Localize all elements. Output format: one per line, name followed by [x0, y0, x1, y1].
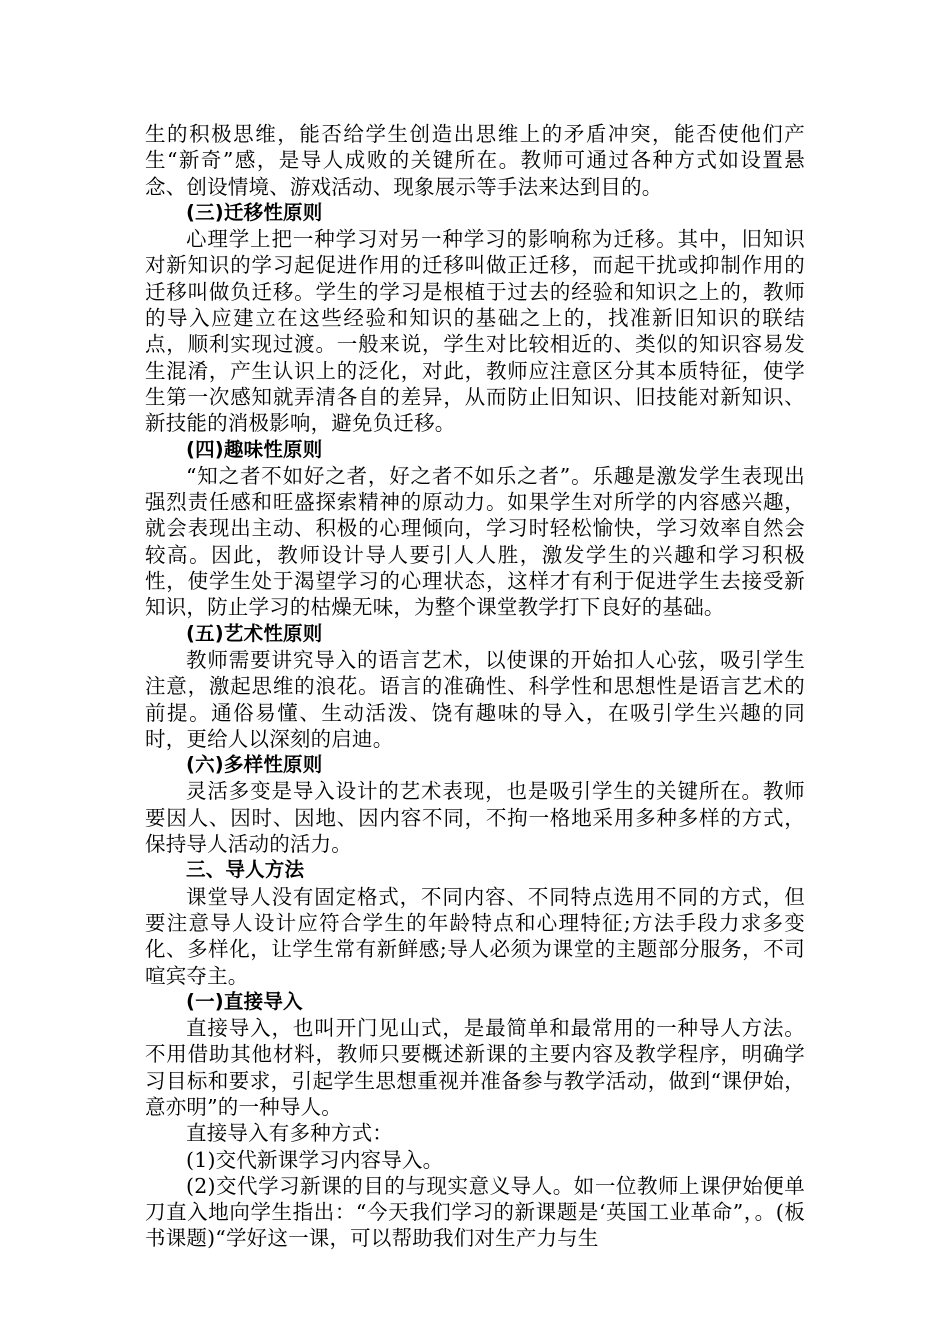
paragraph-intro: 生的积极思维，能否给学生创造出思维上的矛盾冲突，能否使他们产生“新奇”感，是导人成败的关键所在。教师可通过各种方式如设置悬念、创设情境、游戏活动、现象展示等手法来达到目的。 [145, 122, 805, 199]
paragraph-art: 教师需要讲究导入的语言艺术，以使课的开始扣人心弦，吸引学生注意，激起思维的浪花。语言的准确性、科学性和思想性是语言艺术的前提。通俗易懂、生动活泼、饶有趣味的导入，在吸引学生兴趣的同时，更给人以深刻的启迪。 [145, 647, 805, 751]
paragraph-transfer: 心理学上把一种学习对另一种学习的影响称为迁移。其中，旧知识对新知识的学习起促进作用的迁移叫做正迁移，而起干扰或抑制作用的迁移叫做负迁移。学生的学习是根植于过去的经验和知识之上的，教师的导入应建立在这些经验和知识的基础之上的，找准新旧知识的联结点，顺利实现过渡。一般来说，学生对比较相近的、类似的知识容易发生混淆，产生认识上的泛化，对此，教师应注意区分其本质特征，使学生第一次感知就弄清各自的差异，从而防止旧知识、旧技能对新知识、新技能的消极影响，避免负迁移。 [145, 227, 805, 436]
list-item-1: (1)交代新课学习内容导入。 [186, 1147, 444, 1172]
paragraph-diversity: 灵活多变是导入设计的艺术表现，也是吸引学生的关键所在。教师要因人、因时、因地、因内容不同，不拘一格地采用多种多样的方式，保持导人活动的活力。 [145, 779, 805, 857]
paragraph-direct: 直接导入，也叫开门见山式，是最简单和最常用的一种导人方法。不用借助其他材料，教师只要概述新课的主要内容及教学程序，明确学习目标和要求，引起学生思想重视并准备参与教学活动，做到“课伊始，意亦明”的一种导人。 [145, 1016, 805, 1119]
heading-transfer-principle: (三)迁移性原则 [186, 200, 323, 224]
paragraph-interest: “知之者不如好之者，好之者不如乐之者”。乐趣是激发学生表现出强烈责任感和旺盛探索精神的原动力。如果学生对所学的内容感兴趣，就会表现出主动、积极的心理倾向，学习时轻松愉快，学习效率自然会较高。因此，教师设计导人要引人人胜，激发学生的兴趣和学习积极性，使学生处于渴望学习的心理状态，这样才有利于促进学生去接受新知识，防止学习的枯燥无味，为整个课堂教学打下良好的基础。 [145, 463, 805, 620]
list-item-2: (2)交代学习新课的目的与现实意义导人。如一位教师上课伊始便单刀直入地向学生指出：“今天我们学习的新课题是‘英国工业革命”，。(板书课题)“学好这一课，可以帮助我们对生产力与生 [145, 1173, 805, 1251]
heading-art-principle: (五)艺术性原则 [186, 621, 323, 645]
document-body [145, 121, 805, 1252]
heading-diversity-principle: (六)多样性原则 [186, 753, 323, 777]
heading-interest-principle: (四)趣味性原则 [186, 437, 323, 461]
heading-intro-methods: 三、导人方法 [186, 858, 305, 882]
paragraph-direct-ways: 直接导入有多种方式： [186, 1121, 393, 1146]
paragraph-methods: 课堂导人没有固定格式，不同内容、不同特点选用不同的方式，但要注意导人设计应符合学生的年龄特点和心理特征;方法手段力求多变化、多样化，让学生常有新鲜感;导人必须为课堂的主题部分服务，不司喧宾夺主。 [145, 884, 805, 988]
heading-direct-intro: (一)直接导入 [186, 989, 303, 1013]
